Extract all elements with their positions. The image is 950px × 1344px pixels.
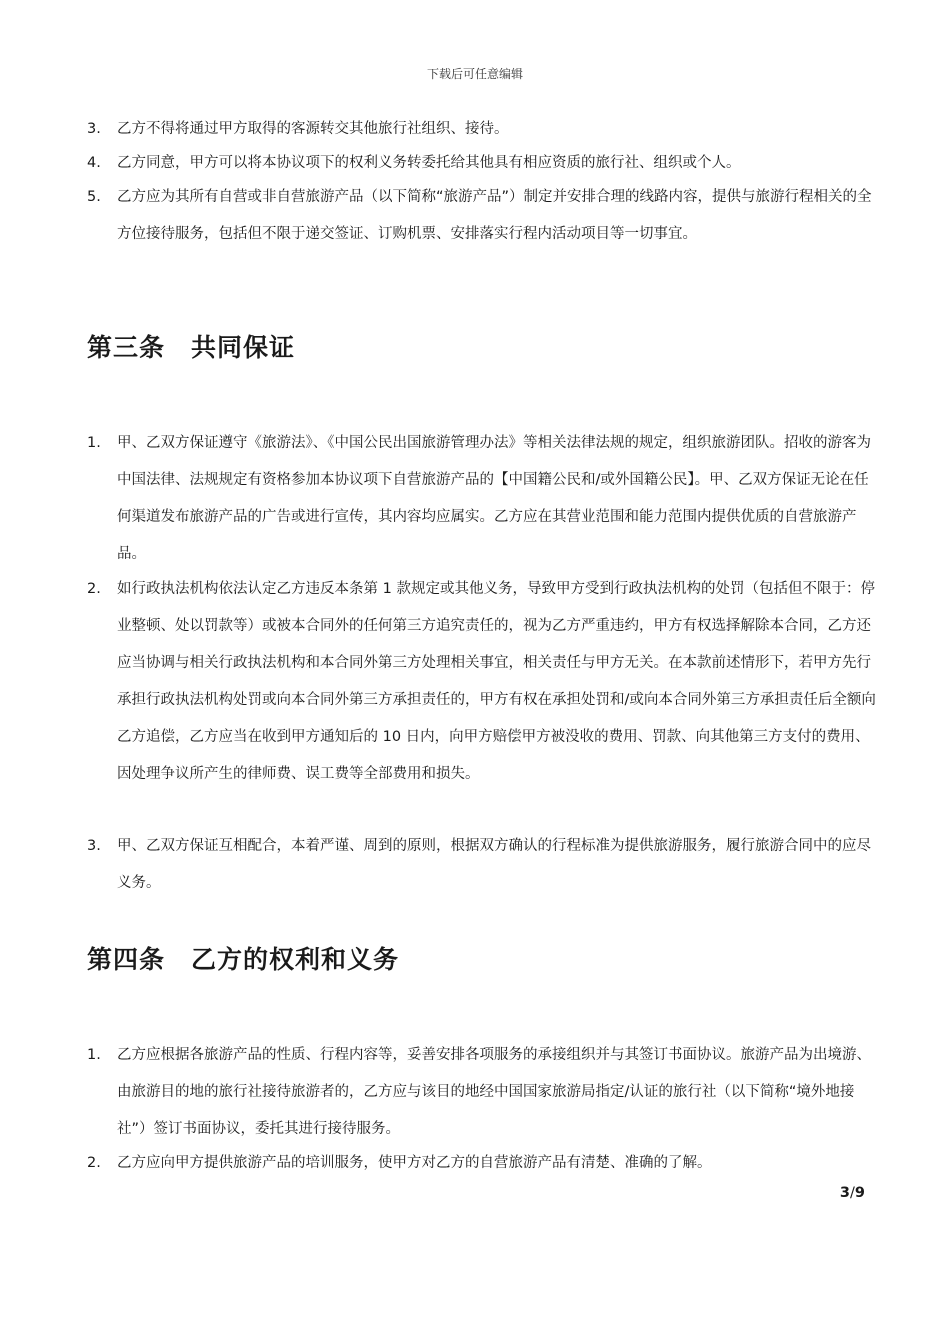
current-page: 3 bbox=[839, 1185, 851, 1201]
list-text: 乙方应为其所有自营或非自营旅游产品（以下简称“旅游产品”）制定并安排合理的线路内容，提供与旅游行程相关的全方位接待服务，包括但不限于递交签证、订购机票、安排落实行程内活动项目等一切事宜。 bbox=[117, 189, 872, 242]
page-header: 下载后可任意编辑 bbox=[426, 67, 523, 81]
list-number: 1. bbox=[87, 435, 101, 451]
list-number: 4. bbox=[87, 155, 101, 171]
list-item bbox=[87, 111, 877, 148]
list-item bbox=[87, 145, 877, 182]
list-number: 5. bbox=[87, 189, 101, 205]
list-item bbox=[87, 828, 877, 902]
list-text: 如行政执法机构依法认定乙方违反本条第 1 款规定或其他义务，导致甲方受到行政执法机构的处罚（包括但不限于：停业整顿、处以罚款等）或被本合同外的任何第三方追究责任的，视为乙方严重违约，甲方有权选择解除本合同，乙方还应当协调与相关行政执法机构和本合同外第三方处理相关事宜，相关责任与甲方无关。在本款前述情形下，若甲方先行承担行政执法机构处罚或向本合同外第三方承担责任的，甲方有权在承担处罚和/或向本合同外第三方承担责任后全额向乙方追偿，乙方应当在收到甲方通知后的 10 日内，向甲方赔偿甲方被没收的费用、罚款、向其他第三方支付的费用、因处理争议所产生的律师费、误工费等全部费用和损失。 bbox=[117, 581, 876, 782]
list-item bbox=[87, 1145, 877, 1182]
list-text: 甲、乙双方保证互相配合，本着严谨、周到的原则，根据双方确认的行程标准为提供旅游服务，履行旅游合同中的应尽义务。 bbox=[117, 838, 871, 891]
section-heading: 第三条 共同保证 bbox=[87, 333, 296, 362]
page-number bbox=[790, 1185, 865, 1201]
list-item bbox=[87, 571, 877, 793]
list-number: 2. bbox=[87, 581, 101, 597]
section-heading: 第四条 乙方的权利和义务 bbox=[87, 945, 400, 974]
list-item bbox=[87, 1037, 877, 1148]
list-text: 甲、乙双方保证遵守《旅游法》、《中国公民出国旅游管理办法》等相关法律法规的规定，组织旅游团队。招收的游客为中国法律、法规规定有资格参加本协议项下自营旅游产品的【中国籍公民和/或外国籍公民】。甲、乙双方保证无论在任何渠道发布旅游产品的广告或进行宣传，其内容均应属实。乙方应在其营业范围和能力范围内提供优质的自营旅游产品。 bbox=[117, 435, 871, 562]
list-number: 3. bbox=[87, 121, 101, 137]
list-item bbox=[87, 425, 877, 573]
page-separator: / bbox=[850, 1185, 855, 1201]
list-number: 3. bbox=[87, 838, 101, 854]
list-number: 2. bbox=[87, 1155, 101, 1171]
list-number: 1. bbox=[87, 1047, 101, 1063]
list-text: 乙方同意，甲方可以将本协议项下的权利义务转委托给其他具有相应资质的旅行社、组织或个人。 bbox=[117, 155, 741, 171]
list-text: 乙方应根据各旅游产品的性质、行程内容等，妥善安排各项服务的承接组织并与其签订书面协议。旅游产品为出境游、由旅游目的地的旅行社接待旅游者的，乙方应与该目的地经中国国家旅游局指定/认证的旅行社（以下简称“境外地接社”）签订书面协议，委托其进行接待服务。 bbox=[117, 1047, 871, 1137]
list-item bbox=[87, 179, 877, 253]
total-pages: 9 bbox=[854, 1185, 865, 1201]
list-text: 乙方应向甲方提供旅游产品的培训服务，使甲方对乙方的自营旅游产品有清楚、准确的了解。 bbox=[117, 1155, 712, 1171]
list-text: 乙方不得将通过甲方取得的客源转交其他旅行社组织、接待。 bbox=[117, 121, 509, 137]
